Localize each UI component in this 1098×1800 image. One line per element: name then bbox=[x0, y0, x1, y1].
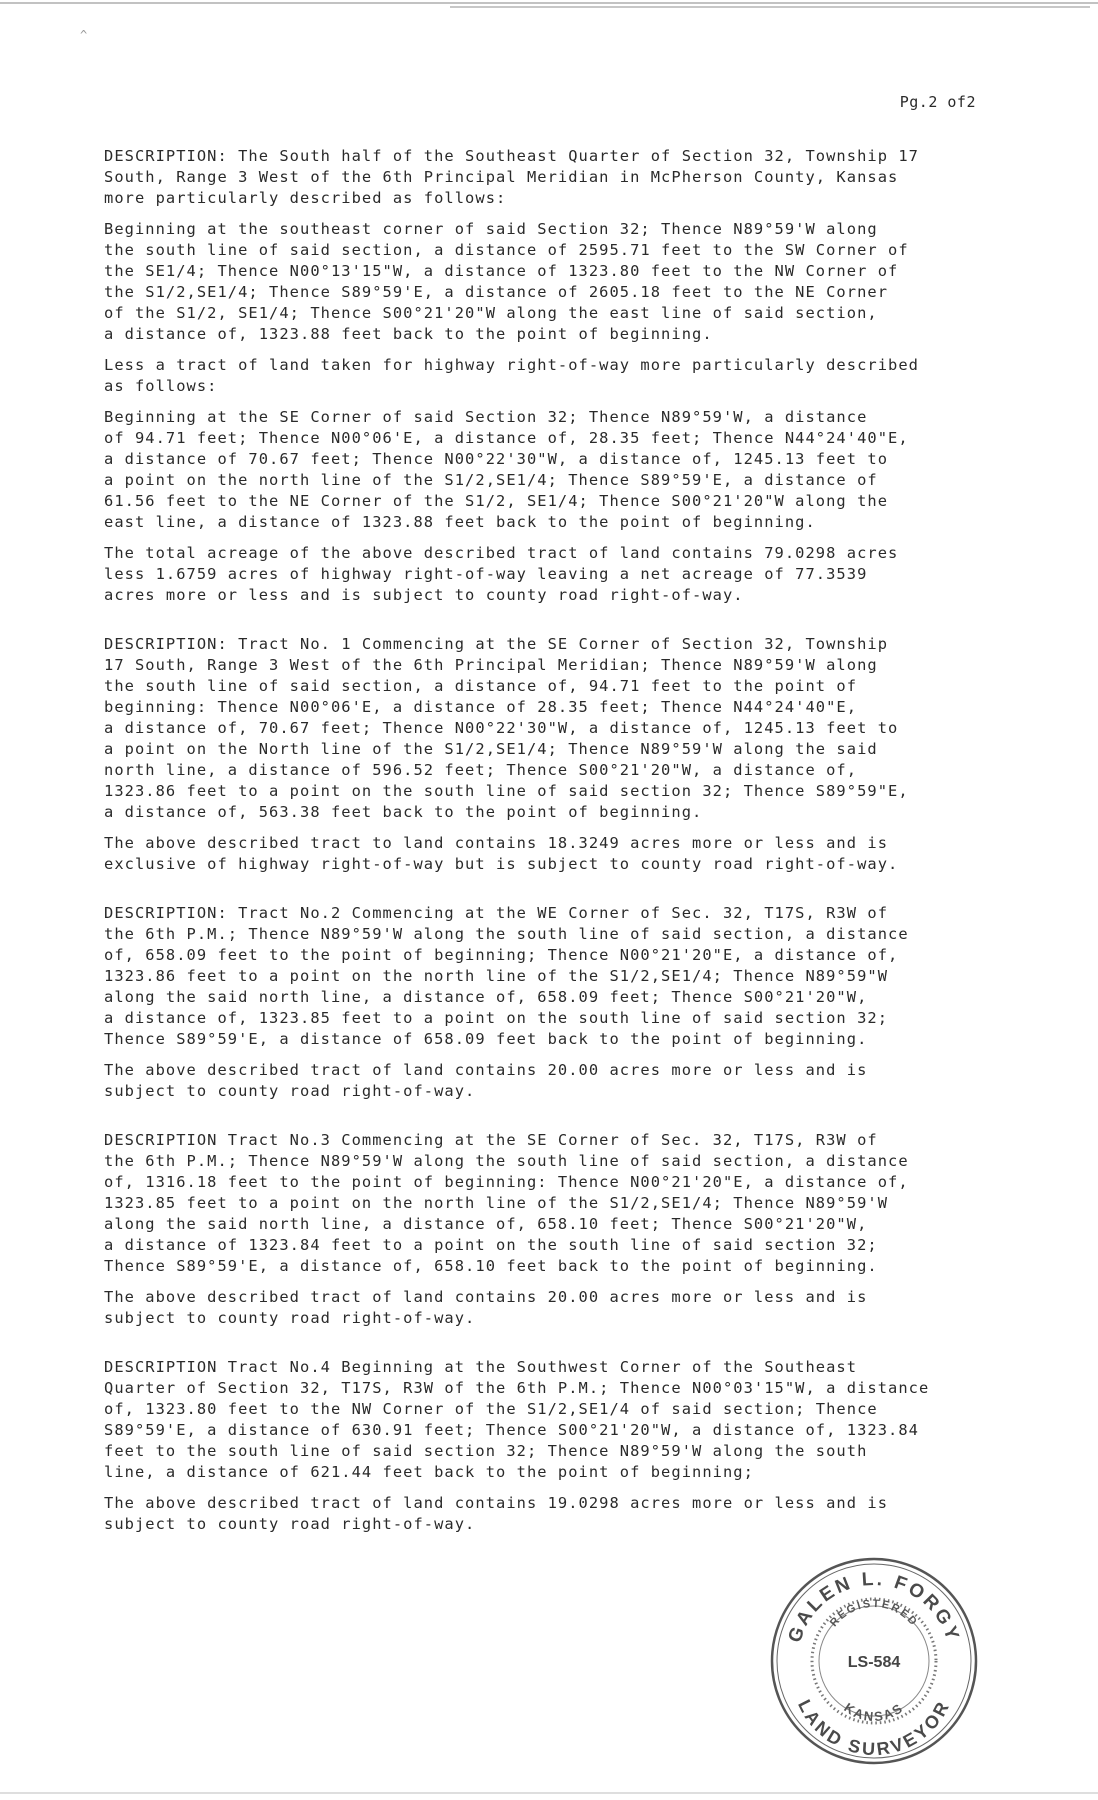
surveyor-seal bbox=[768, 1555, 980, 1767]
scan-edge-top bbox=[0, 2, 1098, 12]
paragraph: DESCRIPTION: The South half of the Southeast Quarter of Section 32, Township 17 South, Range 3 West of the 6th Principal Meridian in McPherson County, Kansas more particularly described as follows: bbox=[104, 147, 919, 207]
seal-title-text: LAND SURVEYOR bbox=[794, 1696, 955, 1760]
scan-edge-bottom bbox=[0, 1792, 1098, 1794]
paragraph: Less a tract of land taken for highway right-of-way more particularly described as follows: bbox=[104, 356, 919, 395]
seal-state-text: KANSAS bbox=[841, 1699, 907, 1725]
paragraph: Beginning at the southeast corner of said Section 32; Thence N89°59'W along the south line of said section, a distance of 2595.71 feet to the SW Corner of the SE1/4; Thence N00°13'15"W, a distance of 1323.80 feet to the NW Corner of the S1/2,SE1/4; Thence S89°59'E, a distance of 2605.18 feet to the NE Corner of the S1/2, SE1/4; Thence S00°21'20"W along the east line of said section, a distance of, 1323.88 feet back to the point of beginning. bbox=[104, 220, 909, 343]
page-number: Pg.2 of2 bbox=[899, 93, 976, 111]
document-body bbox=[104, 146, 974, 1545]
seal-number-text: LS-584 bbox=[847, 1654, 901, 1671]
scan-speck: ^ bbox=[80, 28, 88, 42]
tract-2-section bbox=[104, 903, 974, 1102]
paragraph: The above described tract of land contains 20.00 acres more or less and is subject to county road right-of-way. bbox=[104, 1061, 868, 1100]
paragraph: Beginning at the SE Corner of said Section 32; Thence N89°59'W, a distance of 94.71 feet; Thence N00°06'E, a distance of, 28.35 feet; Thence N44°24'40"E, a distance of 70.67 feet; Thence N00°22'30"W, a distance of, 1245.13 feet to a point on the north line of the S1/2,SE1/4; Thence S89°59'E, a distance of 61.56 feet to the NE Corner of the S1/2, SE1/4; Thence S00°21'20"W along the east line, a distance of 1323.88 feet back to the point of beginning. bbox=[104, 408, 909, 531]
paragraph: DESCRIPTION Tract No.3 Commencing at the SE Corner of Sec. 32, T17S, R3W of the 6th P.M.; Thence N89°59'W along the south line of said section, a distance of, 1316.18 feet to the point of beginning: Thence N00°21'20"E, a distance of, 1323.85 feet to a point on the north line of the S1/2,SE1/4; Thence N89°59'W along the said north line, a distance of, 658.10 feet; Thence S00°21'20"W, a distance of 1323.84 feet to a point on the south line of said section 32; Thence S89°59'E, a distance of, 658.10 feet back to the point of beginning. bbox=[104, 1131, 909, 1275]
seal-registered-text: REGISTERED bbox=[827, 1597, 921, 1630]
seal-name-text: GALEN L. FORGY bbox=[784, 1568, 964, 1646]
paragraph: The above described tract to land contains 18.3249 acres more or less and is exclusive of highway right-of-way but is subject to county road right-of-way. bbox=[104, 834, 899, 873]
description-section bbox=[104, 146, 974, 606]
paragraph: DESCRIPTION: Tract No. 1 Commencing at the SE Corner of Section 32, Township 17 South, Range 3 West of the 6th Principal Meridian; Thence N89°59'W along the south line of said section, a distance of, 94.71 feet to the point of beginning: Thence N00°06'E, a distance of 28.35 feet; Thence N44°24'40"E, a distance of, 70.67 feet; Thence N00°22'30"W, a distance of, 1245.13 feet to a point on the North line of the S1/2,SE1/4; Thence N89°59'W along the said north line, a distance of 596.52 feet; Thence S00°21'20"W, a distance of, 1323.86 feet to a point on the south line of said section 32; Thence S89°59"E, a distance of, 563.38 feet back to the point of beginning. bbox=[104, 635, 909, 821]
tract-1-section bbox=[104, 634, 974, 875]
tract-4-section bbox=[104, 1357, 974, 1535]
paragraph: The above described tract of land contains 20.00 acres more or less and is subject to county road right-of-way. bbox=[104, 1288, 868, 1327]
paragraph: DESCRIPTION Tract No.4 Beginning at the Southwest Corner of the Southeast Quarter of Section 32, T17S, R3W of the 6th P.M.; Thence N00°03'15"W, a distance of, 1323.80 feet to the NW Corner of the S1/2,SE1/4 of said section; Thence S89°59'E, a distance of 630.91 feet; Thence S00°21'20"W, a distance of, 1323.84 feet to the south line of said section 32; Thence N89°59'W along the south line, a distance of 621.44 feet back to the point of beginning; bbox=[104, 1358, 930, 1481]
tract-3-section bbox=[104, 1130, 974, 1329]
paragraph: The above described tract of land contains 19.0298 acres more or less and is subject to county road right-of-way. bbox=[104, 1494, 889, 1533]
paragraph: DESCRIPTION: Tract No.2 Commencing at the WE Corner of Sec. 32, T17S, R3W of the 6th P.M.; Thence N89°59'W along the south line of said section, a distance of, 658.09 feet to the point of beginning; Thence N00°21'20"E, a distance of, 1323.86 feet to a point on the north line of the S1/2,SE1/4; Thence N89°59"W along the said north line, a distance of, 658.09 feet; Thence S00°21'20"W, a distance of, 1323.85 feet to a point on the south line of said section 32; Thence S89°59'E, a distance of 658.09 feet back to the point of beginning. bbox=[104, 904, 909, 1048]
paragraph: The total acreage of the above described tract of land contains 79.0298 acres less 1.6759 acres of highway right-of-way leaving a net acreage of 77.3539 acres more or less and is subject to county road right-of-way. bbox=[104, 544, 899, 604]
